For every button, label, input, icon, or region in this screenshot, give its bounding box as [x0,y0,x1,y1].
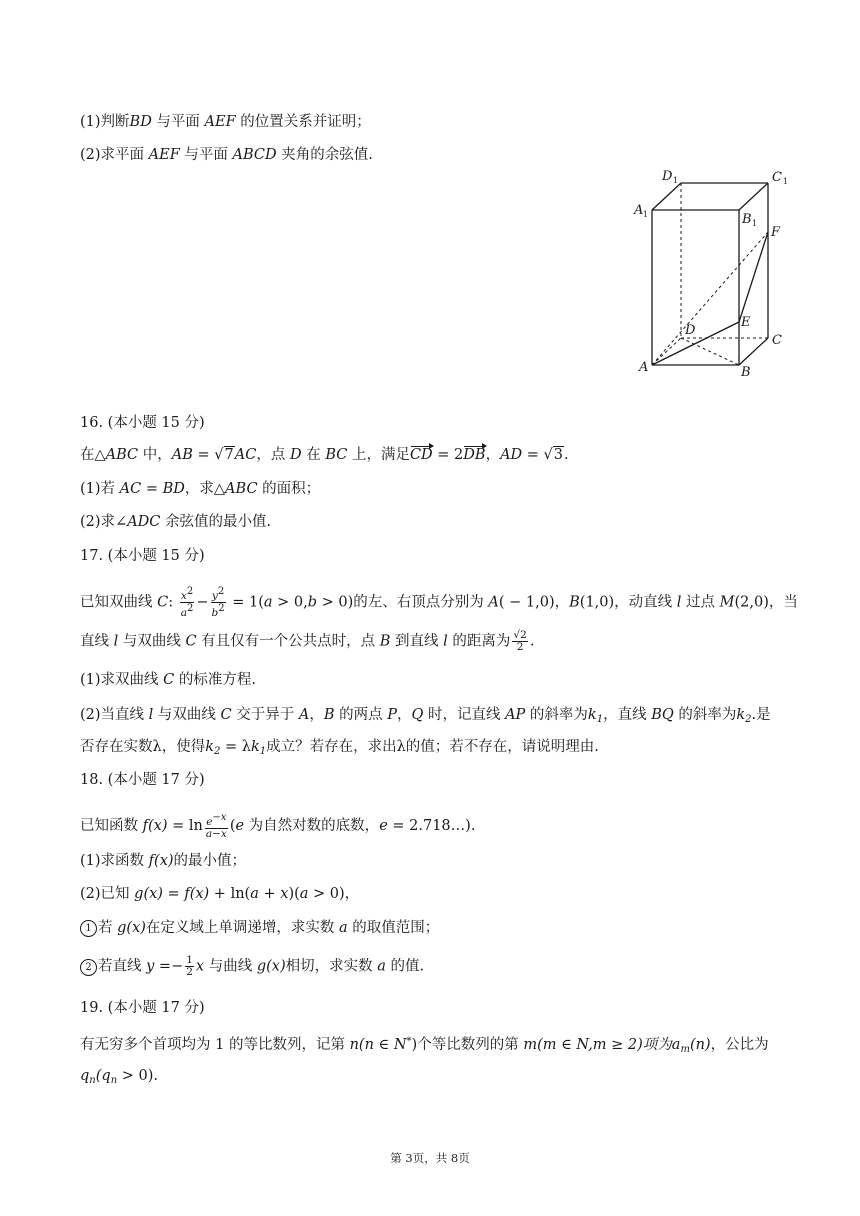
q17-part1: (1)求双曲线 C 的标准方程. [80,672,256,688]
svg-text:1: 1 [783,177,789,186]
svg-text:1: 1 [752,219,758,228]
q17-part2-line2: 否存在实数λ，使得$k_2 = \lambda k_1$成立？若存在，求出λ的值；若不存在，请说明理由. [80,739,599,757]
label-c: C [772,333,782,348]
q15-part1: (1)判断BD 与平面 AEF 的位置关系并证明； [80,114,371,130]
q16-statement: 在△ABC 中，AB = √7AC，点 D 在 BC 上，满足CD = 2DB，AD = √3. [80,447,569,463]
q19-header: 19. (本小题 17 分) [80,1000,205,1016]
q18-statement: 已知函数 f(x) = ln $\frac{e-x}{a-x}$ (e 为自然对数的底数，e = 2.718…). [80,812,476,840]
circled-number-1: 1 [80,920,97,937]
edge-ad-hidden [652,338,681,365]
edge-bc [739,338,768,365]
label-d: D [685,323,696,338]
q17-statement-line1: 已知双曲线 C: $\frac{x2}{a2}$ − $\frac{y2}{b2}$ = 1(a > 0,b > 0)的左、右顶点分别为 A( − 1,0)，B(1,0)，动直线 l 过点 M(2,0)，当 [80,586,798,619]
label-e: E [741,315,751,330]
q17-statement-line2: 直线 l 与双曲线 C 有且仅有一个公共点时，点 B 到直线 l 的距离为 $\frac{√2}{2}$ . [80,629,535,653]
q19-statement-line2: $q_n(q_n > 0)$. [80,1068,159,1086]
prism-figure [630,170,800,380]
q16-part2: (2)求∠ADC 余弦值的最小值. [80,514,272,530]
label-a1: A [634,203,644,218]
edge-a1d1 [652,183,681,210]
q16-header: 16. (本小题 15 分) [80,415,205,431]
svg-text:1: 1 [643,210,649,219]
q18-part2: (2)已知 g(x) = f(x) + ln(a + x)(a > 0)， [80,886,360,902]
q15-part2: (2)求平面 AEF 与平面 ABCD 夹角的余弦值. [80,147,373,163]
segment-ef [739,232,768,322]
label-f: F [771,225,781,240]
circled-number-2: 2 [80,959,97,976]
q17-header: 17. (本小题 15 分) [80,548,205,564]
q18-header: 18. (本小题 17 分) [80,772,205,788]
q16-part1: (1)若 AC = BD，求△ABC 的面积； [80,481,321,497]
q19-statement-line1: 有无穷多个首项均为 1 的等比数列，记第 n(n ∈ N*)个等比数列的第 m(m ∈ N,m ≥ 2)项为$a_m(n)$，公比为 [80,1036,769,1055]
label-d1: D [662,170,673,184]
segment-bd-hidden [681,338,739,365]
label-b: B [741,365,751,380]
label-b1: B [742,212,752,227]
edge-b1c1 [739,183,768,210]
segment-af-hidden [652,232,768,365]
page-footer: 第 3页，共 8页 [390,1151,470,1165]
q18-subpart2: 2 若直线 y =− $\frac{1}{2}$ x 与曲线 g(x)相切，求实数 a 的值. [80,955,424,978]
label-a: A [639,360,649,375]
q17-part2-line1: (2)当直线 l 与双曲线 C 交于异于 A，B 的两点 P，Q 时，记直线 AP 的斜率为$k_1$，直线 BQ 的斜率为$k_2$.是 [80,707,771,725]
svg-text:1: 1 [673,176,679,185]
q18-part1: (1)求函数 f(x)的最小值； [80,853,247,869]
q18-subpart1: 1 若 g(x)在定义域上单调递增，求实数 a 的取值范围； [80,918,439,938]
label-c1: C [772,170,782,185]
